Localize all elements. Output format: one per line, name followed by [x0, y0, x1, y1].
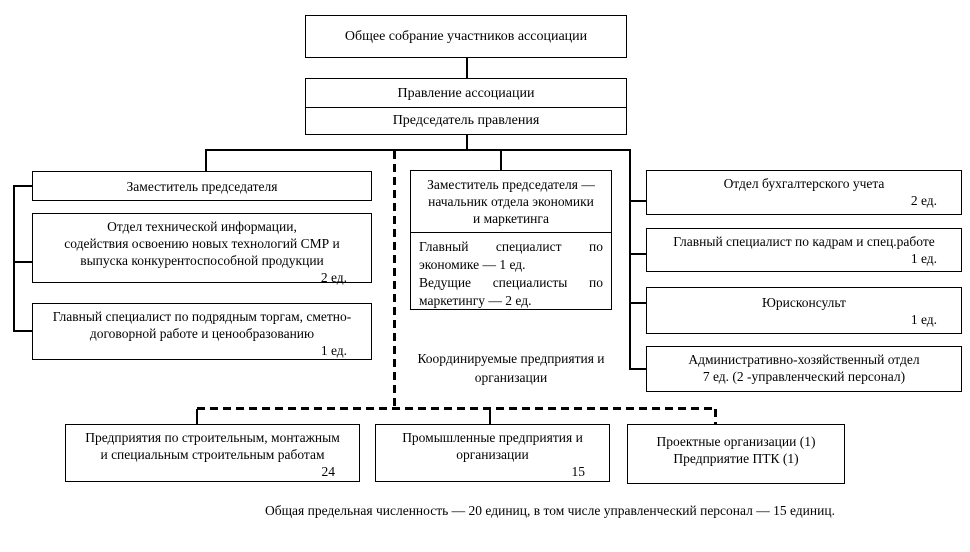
economics-deputy-box	[410, 170, 612, 310]
connector-chairman-down	[466, 135, 468, 150]
legal-counsel-label: Юрисконсульт	[762, 295, 846, 310]
chairman-row	[306, 108, 626, 133]
tender-specialist-count: 1 ед.	[320, 343, 347, 358]
construction-enterprises-line: и специальным строительным работам	[100, 447, 325, 462]
dashed-coordination-horizontal	[197, 407, 715, 410]
connector-to-industrial	[489, 409, 491, 425]
project-orgs-line: Предприятие ПТК (1)	[673, 451, 799, 466]
footer-note: Общая предельная численность — 20 единиц, в том числе управленческий персонал — 15 единиц.	[265, 503, 835, 518]
deputy-chairman-label: Заместитель председателя	[126, 178, 278, 194]
admin-dept-label: Административно-хозяйственный отдел	[688, 352, 920, 367]
dashed-drop-to-project	[714, 409, 717, 425]
project-orgs-box	[627, 424, 845, 484]
economics-deputy-line: начальник отдела экономики	[428, 194, 594, 209]
tech-info-line: Отдел технической информации,	[107, 219, 297, 234]
connector-stub-hr	[629, 253, 647, 255]
construction-enterprises-box	[65, 424, 360, 482]
hr-specialist-label: Главный специалист по кадрам и спец.работе	[673, 234, 935, 249]
economics-deputy-line: Заместитель председателя —	[427, 177, 595, 192]
coordinated-label-line: организации	[474, 370, 548, 385]
admin-dept-count-line: 7 ед. (2 -управленческий персонал)	[702, 369, 906, 384]
connector-assembly-board	[466, 57, 468, 79]
board-label: Правление ассоциации	[397, 85, 535, 101]
assembly-box	[305, 15, 627, 58]
construction-enterprises-count: 24	[321, 464, 335, 479]
economics-staff-line: Главный специалист по	[419, 239, 603, 254]
connector-stub-tech-dept	[13, 261, 33, 263]
industrial-enterprises-line: Промышленные предприятия и	[402, 430, 583, 445]
assembly-label: Общее собрание участников ассоциации	[344, 29, 588, 44]
dashed-coordination-vertical	[393, 151, 396, 409]
board-box	[305, 78, 627, 135]
construction-enterprises-line: Предприятия по строительным, монтажным	[85, 430, 340, 445]
industrial-enterprises-box	[375, 424, 610, 482]
industrial-enterprises-count: 15	[571, 464, 585, 479]
coordinated-enterprises-label	[402, 349, 620, 387]
board-row	[306, 79, 626, 108]
accounting-dept-count: 2 ед.	[910, 193, 937, 208]
connector-left-bracket	[13, 185, 15, 332]
chairman-label: Председатель правления	[392, 113, 540, 128]
economics-staff-line: Ведущие специалисты по	[419, 275, 603, 290]
admin-dept-box	[646, 346, 962, 392]
deputy-chairman-box	[32, 171, 372, 201]
accounting-dept-box	[646, 170, 962, 215]
connector-right-spine	[629, 149, 631, 370]
hr-specialist-box	[646, 228, 962, 272]
hr-specialist-count: 1 ед.	[910, 251, 937, 266]
tech-info-count: 2 ед.	[320, 270, 347, 285]
connector-stub-admin	[629, 368, 647, 370]
industrial-enterprises-line: организации	[456, 447, 529, 462]
tech-info-line: выпуска конкурентоспособной продукции	[80, 253, 324, 268]
connector-to-middle-deputy	[500, 149, 502, 171]
connector-to-construction	[196, 409, 198, 425]
tech-info-dept-box	[32, 213, 372, 283]
economics-staff-line: экономике — 1 ед.	[419, 257, 526, 272]
project-orgs-line: Проектные организации (1)	[656, 434, 816, 449]
connector-stub-tender	[13, 330, 33, 332]
economics-deputy-head	[411, 171, 611, 233]
tender-specialist-box	[32, 303, 372, 360]
tender-specialist-line: Главный специалист по подрядным торгам, сметно-	[52, 309, 352, 324]
connector-to-left-deputy	[205, 149, 207, 172]
tech-info-line: содействия освоению новых технологий СМР и	[64, 236, 340, 251]
tender-specialist-line: договорной работе и ценообразованию	[89, 326, 315, 341]
accounting-dept-label: Отдел бухгалтерского учета	[723, 176, 885, 191]
legal-counsel-box	[646, 287, 962, 334]
connector-stub-deputy	[13, 185, 33, 187]
economics-deputy-line: и маркетинга	[473, 211, 549, 226]
connector-stub-accounting	[629, 200, 647, 202]
coordinated-label-line: Координируемые предприятия и	[417, 351, 605, 366]
connector-main-horizontal	[205, 149, 631, 151]
economics-staff	[411, 233, 611, 310]
legal-counsel-count: 1 ед.	[910, 312, 937, 327]
connector-stub-legal	[629, 302, 647, 304]
economics-staff-line: маркетингу — 2 ед.	[419, 293, 532, 308]
